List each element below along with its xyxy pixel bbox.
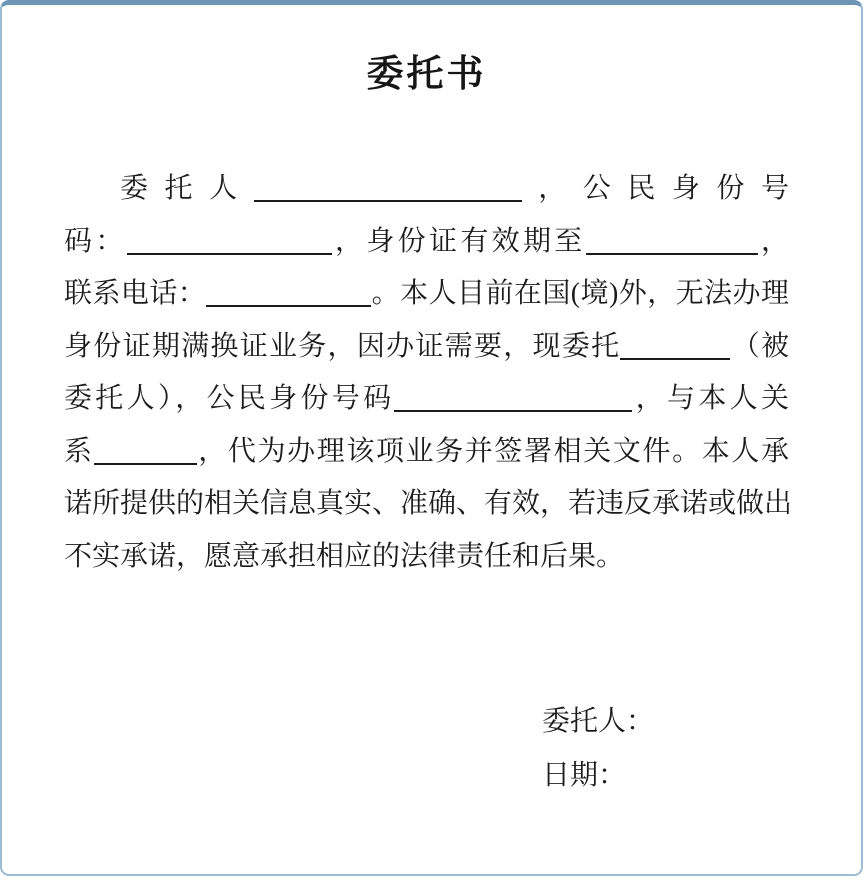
document-line — [64, 321, 789, 374]
document-text: ，公民身份号 — [521, 173, 789, 204]
document-text: 码： — [64, 225, 127, 257]
document-body — [64, 163, 793, 583]
document-text: 诺所提供的相关信息真实、准确、有效，若违反承诺或做出 — [64, 488, 793, 519]
signature-date-label: 日期： — [542, 760, 627, 791]
document-line — [64, 163, 789, 216]
fill-in-blank — [620, 332, 730, 360]
document-line — [64, 531, 789, 584]
document-text: ，与本人关 — [632, 383, 789, 414]
fill-in-blank — [206, 279, 371, 307]
document-text: ，代为办理该项业务并签署相关文件。本人承 — [196, 435, 789, 467]
document-line — [64, 268, 789, 321]
document-line — [64, 426, 789, 479]
document-text: ，身份证有效期至 — [331, 225, 586, 257]
document-text: 委托人 — [120, 173, 254, 204]
document-text: 不实承诺，愿意承担相应的法律责任和后果。 — [64, 540, 625, 572]
fill-in-blank — [586, 227, 758, 255]
signature-signer-label: 委托人： — [542, 706, 655, 737]
document-text: 联系电话： — [64, 278, 207, 309]
fill-in-blank — [127, 227, 332, 255]
fill-in-blank — [254, 174, 522, 202]
document-text: （被 — [730, 330, 789, 362]
document-line — [64, 373, 789, 426]
document-text: 系 — [64, 435, 94, 467]
fill-in-blank — [394, 384, 632, 412]
document-line — [64, 478, 793, 531]
signature-block — [542, 695, 789, 803]
document-line — [64, 216, 789, 269]
fill-in-blank — [94, 437, 197, 465]
document-text: 。本人目前在国(境)外，无法办理 — [371, 278, 789, 309]
document-text: 身份证期满换证业务，因办证需要，现委托 — [64, 330, 621, 362]
document-title: 委托书 — [366, 54, 487, 95]
document-text: 委托人），公民身份号码 — [64, 383, 395, 414]
document-text: ， — [757, 225, 789, 257]
